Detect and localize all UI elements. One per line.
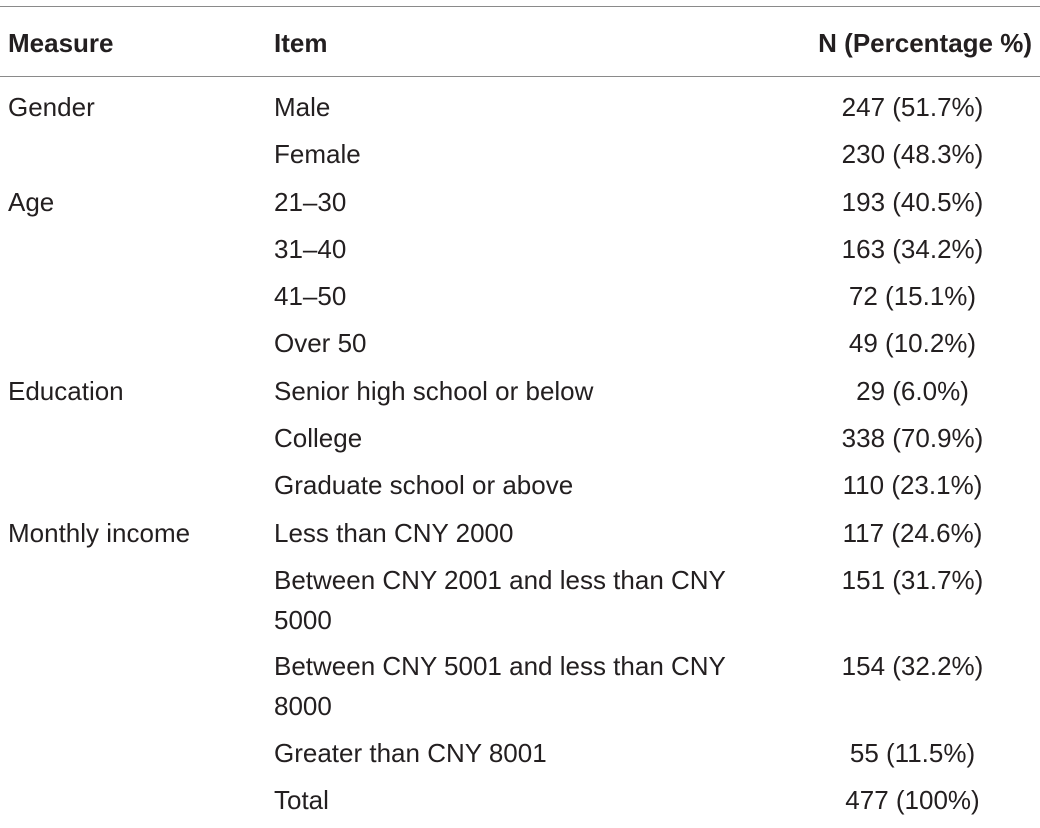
header-n-percentage: N (Percentage %) xyxy=(818,28,1032,58)
cell-n: 193 (40.5%) xyxy=(841,186,984,217)
table-row xyxy=(0,513,1040,560)
table-body xyxy=(0,87,1040,828)
table-header-rule xyxy=(0,76,1040,77)
cell-n: 230 (48.3%) xyxy=(841,139,984,170)
cell-item: Over 50 xyxy=(274,328,367,359)
cell-item: Senior high school or below xyxy=(274,375,594,406)
cell-n: 154 (32.2%) xyxy=(841,651,984,682)
cell-n: 477 (100%) xyxy=(845,785,980,816)
table-row xyxy=(0,465,1040,512)
table-row xyxy=(0,134,1040,181)
table-row xyxy=(0,87,1040,134)
cell-item: Greater than CNY 8001 xyxy=(274,737,547,768)
table-row xyxy=(0,323,1040,370)
table-header-row xyxy=(0,6,1040,76)
cell-measure: Age xyxy=(8,186,55,217)
cell-item: 41–50 xyxy=(274,281,347,312)
table-row xyxy=(0,418,1040,465)
table-row xyxy=(0,182,1040,229)
cell-item: 21–30 xyxy=(274,186,347,217)
table-row xyxy=(0,371,1040,418)
table-row xyxy=(0,560,1040,647)
table-row xyxy=(0,646,1040,733)
cell-n: 163 (34.2%) xyxy=(841,233,984,264)
table-row xyxy=(0,229,1040,276)
cell-item: Graduate school or above xyxy=(274,470,574,501)
table-row xyxy=(0,733,1040,780)
cell-item: Between CNY 5001 and less than CNY 8000 xyxy=(274,651,726,722)
cell-measure: Monthly income xyxy=(8,517,191,548)
header-item: Item xyxy=(274,28,328,58)
cell-measure: Gender xyxy=(8,92,95,122)
cell-n: 247 (51.7%) xyxy=(841,92,984,122)
cell-n: 110 (23.1%) xyxy=(842,470,983,501)
cell-item: Between CNY 2001 and less than CNY 5000 xyxy=(274,564,726,635)
cell-item: Less than CNY 2000 xyxy=(274,517,514,548)
cell-item: Male xyxy=(274,92,331,122)
cell-n: 49 (10.2%) xyxy=(848,328,977,359)
table-row xyxy=(0,780,1040,827)
cell-measure: Education xyxy=(8,375,124,406)
cell-item: 31–40 xyxy=(274,233,347,264)
table-row xyxy=(0,276,1040,323)
cell-n: 72 (15.1%) xyxy=(848,281,977,312)
cell-n: 29 (6.0%) xyxy=(856,375,969,406)
cell-n: 55 (11.5%) xyxy=(849,737,976,768)
cell-n: 151 (31.7%) xyxy=(841,564,984,595)
cell-item: College xyxy=(274,423,363,454)
cell-item: Female xyxy=(274,139,361,170)
cell-item: Total xyxy=(274,785,329,816)
cell-n: 338 (70.9%) xyxy=(841,423,984,454)
header-measure: Measure xyxy=(8,28,114,58)
cell-n: 117 (24.6%) xyxy=(842,517,983,548)
